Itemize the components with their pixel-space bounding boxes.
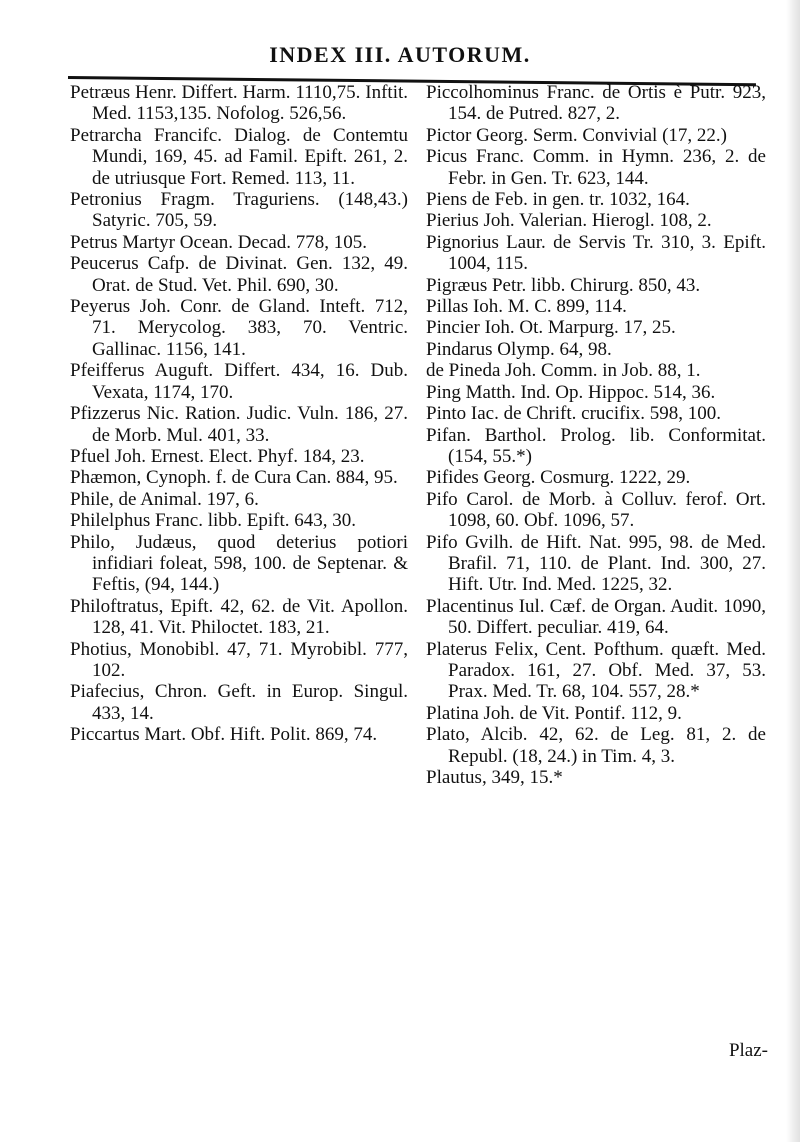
index-entry: Pierius Joh. Valerian. Hierogl. 108, 2. xyxy=(426,210,712,232)
index-entry: Philo, Judæus, quod deterius potiori infidiari foleat, 598, 100. de Septenar. & Feftis, (94, 144.) xyxy=(70,531,408,596)
index-entry: Platina Joh. de Vit. Pontif. 112, 9. xyxy=(426,702,682,724)
index-entry: Pifo Gvilh. de Hift. Nat. 995, 98. de Med. Brafil. 71, 110. de Plant. Ind. 300, 27. Hift. Utr. Ind. Med. 1225, 32. xyxy=(426,531,766,596)
index-entry: Piens de Feb. in gen. tr. 1032, 164. xyxy=(426,189,690,211)
index-entry: Pfeifferus Auguft. Differt. 434, 16. Dub. Vexata, 1174, 170. xyxy=(70,360,408,403)
index-entry: Pinto Iac. de Chrift. crucifix. 598, 100. xyxy=(426,403,721,425)
index-entry: Pifan. Barthol. Prolog. lib. Conformitat. (154, 55.*) xyxy=(426,424,766,467)
index-entry: Pignorius Laur. de Servis Tr. 310, 3. Epift. 1004, 115. xyxy=(426,231,766,275)
index-entry: Pincier Ioh. Ot. Marpurg. 17, 25. xyxy=(426,317,676,339)
index-entry: Pictor Georg. Serm. Convivial (17, 22.) xyxy=(426,124,727,146)
index-entry: Phæmon, Cynoph. f. de Cura Can. 884, 95. xyxy=(70,467,398,489)
index-entry: Philoftratus, Epift. 42, 62. de Vit. Apollon. 128, 41. Vit. Philoctet. 183, 21. xyxy=(70,595,408,639)
index-entry: Petrarcha Francifc. Dialog. de Contemtu Mundi, 169, 45. ad Famil. Epift. 261, 2. de utriusque Fort. Remed. 113, 11. xyxy=(70,124,408,189)
index-entry: Plato, Alcib. 42, 62. de Leg. 81, 2. de Republ. (18, 24.) in Tim. 4, 3. xyxy=(426,724,766,767)
index-entry: Pfuel Joh. Ernest. Elect. Phyf. 184, 23. xyxy=(70,445,365,467)
index-entry: Ping Matth. Ind. Op. Hippoc. 514, 36. xyxy=(426,381,716,403)
index-entry: Platerus Felix, Cent. Pofthum. quæft. Med. Paradox. 161, 27. Obf. Med. 37, 53. Prax. Med. Tr. 68, 104. 557, 28.* xyxy=(426,638,766,703)
index-entry: Peyerus Joh. Conr. de Gland. Inteft. 712, 71. Merycolog. 383, 70. Ventric. Gallinac. 1156, 141. xyxy=(70,296,408,360)
index-entry: de Pineda Joh. Comm. in Job. 88, 1. xyxy=(426,360,701,382)
index-entry: Petronius Fragm. Traguriens. (148,43.) Satyric. 705, 59. xyxy=(70,189,408,232)
page-edge-shadow xyxy=(786,0,800,1142)
catchword: Plaz- xyxy=(728,1040,768,1061)
index-entry: Peucerus Cafp. de Divinat. Gen. 132, 49. Orat. de Stud. Vet. Phil. 690, 30. xyxy=(70,253,408,296)
index-entry: Piccartus Mart. Obf. Hift. Polit. 869, 74. xyxy=(70,724,378,746)
index-entry: Pillas Ioh. M. C. 899, 114. xyxy=(426,296,627,318)
index-entry: Pfizzerus Nic. Ration. Judic. Vuln. 186, 27. de Morb. Mul. 401, 33. xyxy=(70,403,408,446)
index-entry: Philelphus Franc. libb. Epift. 643, 30. xyxy=(70,510,357,532)
right-column xyxy=(426,82,766,788)
index-entry: Picus Franc. Comm. in Hymn. 236, 2. de Febr. in Gen. Tr. 623, 144. xyxy=(426,146,766,189)
index-entry: Phile, de Animal. 197, 6. xyxy=(70,488,259,510)
index-entry: Photius, Monobibl. 47, 71. Myrobibl. 777, 102. xyxy=(70,638,408,681)
index-entry: Piccolhominus Franc. de Ortis è Putr. 923, 154. de Putred. 827, 2. xyxy=(426,82,766,125)
index-entry: Placentinus Iul. Cæf. de Organ. Audit. 1090, 50. Differt. peculiar. 419, 64. xyxy=(426,595,766,639)
index-entry: Pigræus Petr. libb. Chirurg. 850, 43. xyxy=(426,274,701,296)
index-entry: Petrus Martyr Ocean. Decad. 778, 105. xyxy=(70,231,368,253)
index-entry: Piafecius, Chron. Geft. in Europ. Singul. 433, 14. xyxy=(70,681,408,724)
index-entry: Pifo Carol. de Morb. à Colluv. ferof. Ort. 1098, 60. Obf. 1096, 57. xyxy=(426,488,766,532)
index-entry: Pifides Georg. Cosmurg. 1222, 29. xyxy=(426,467,691,489)
index-entry: Pindarus Olymp. 64, 98. xyxy=(426,338,612,360)
left-column xyxy=(70,82,408,746)
page-title: INDEX III. AUTORUM. xyxy=(269,42,531,67)
index-entry: Plautus, 349, 15.* xyxy=(426,767,563,788)
index-entry: Petræus Henr. Differt. Harm. 1110,75. Inftit. Med. 1153,135. Nofolog. 526,56. xyxy=(70,82,408,125)
